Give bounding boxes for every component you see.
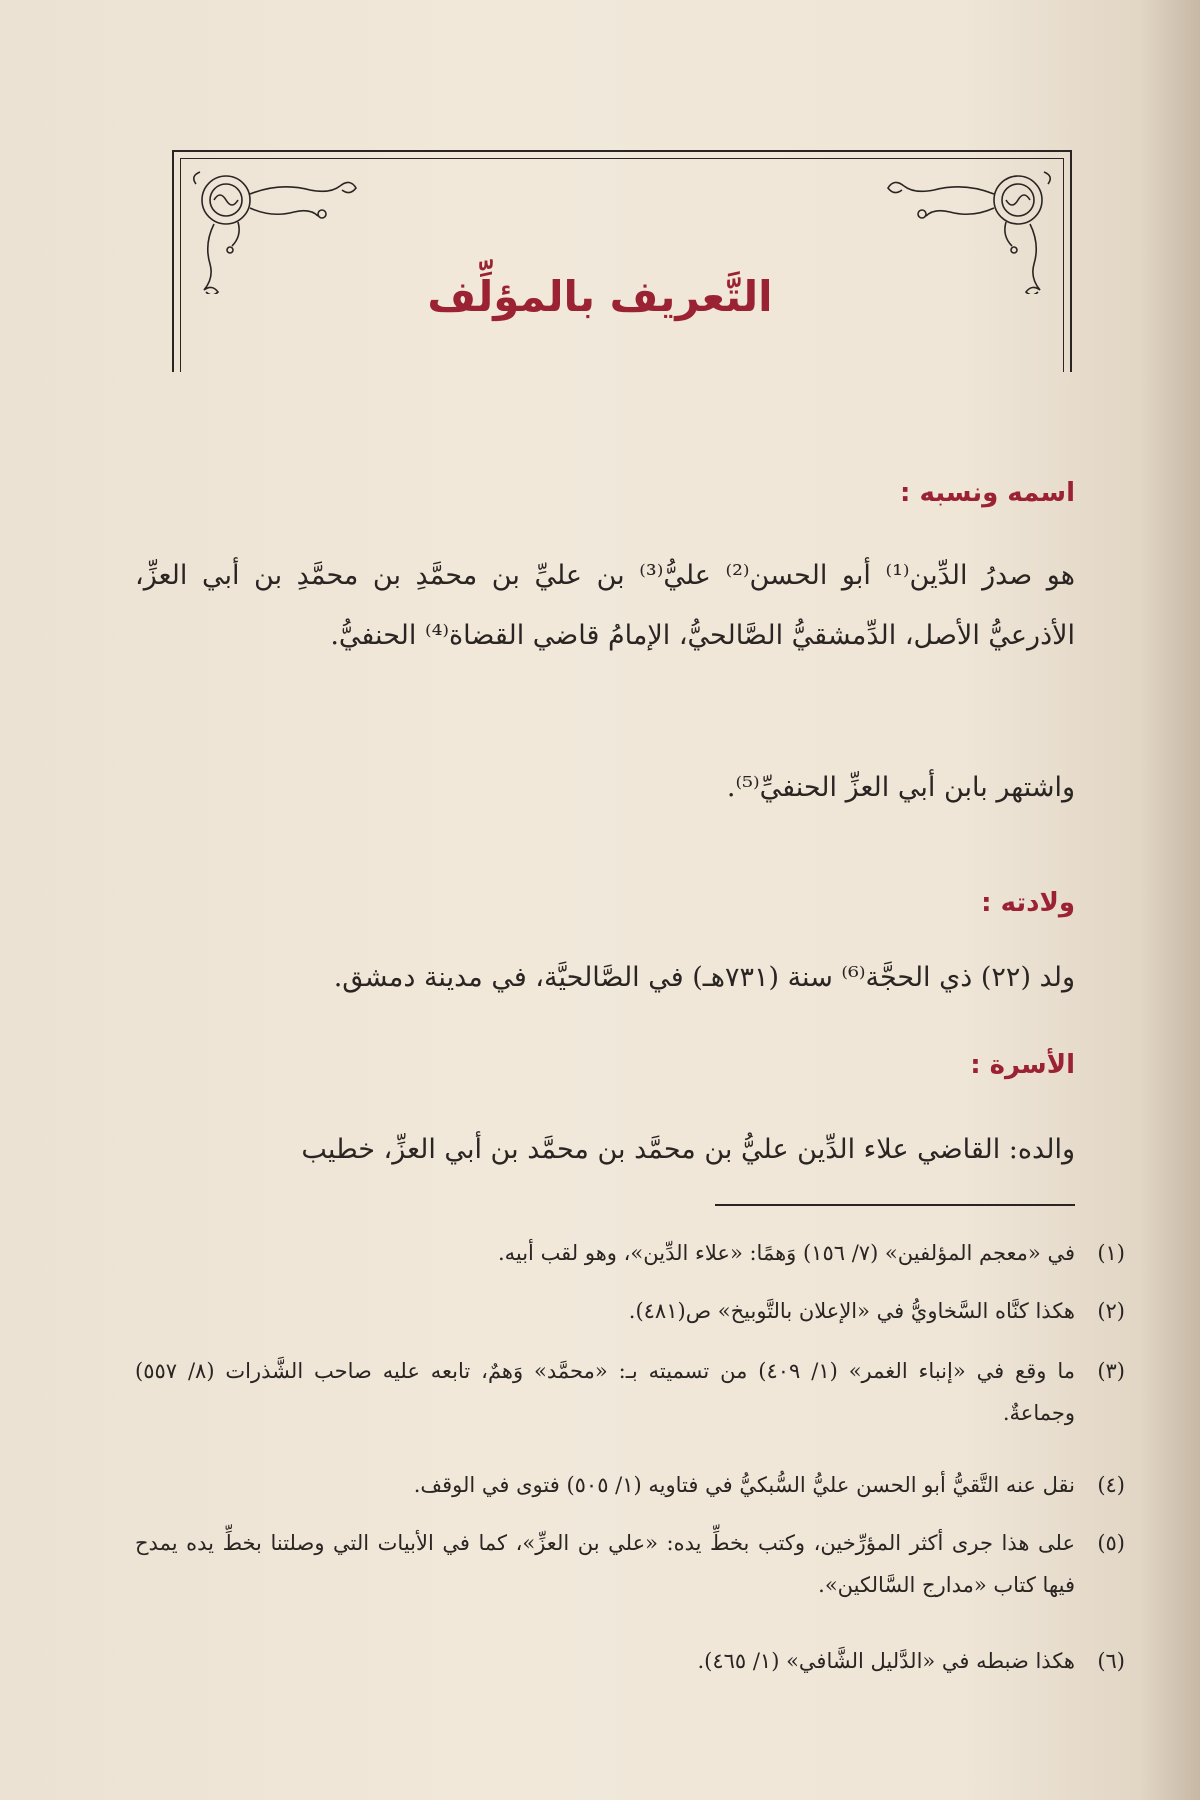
section-heading-name [135,478,1075,508]
paragraph-text: والده: القاضي علاء الدِّين عليُّ بن محمَّد بن محمَّد بن أبي العزِّ، خطيب [301,1134,1075,1165]
birth-paragraph [135,948,1075,1008]
footnote [135,1290,1125,1332]
footnote [135,1350,1125,1434]
section-heading-family [135,1050,1075,1080]
footnote [135,1522,1125,1606]
paragraph-text: واشتهر بابن أبي العزِّ الحنفيِّ⁽⁵⁾. [726,772,1075,803]
footnote-text: نقل عنه التَّقيُّ أبو الحسن عليُّ السُّبكيُّ في فتاويه (١/ ٥٠٥) فتوى في الوقف. [413,1473,1075,1497]
section-heading-birth [135,888,1075,918]
footnote-text: هكذا كنَّاه السَّخاويُّ في «الإعلان بالتَّوبيخ» ص(٤٨١). [628,1299,1075,1323]
footnote [135,1232,1125,1274]
fame-paragraph [135,758,1075,818]
family-paragraph [135,1120,1075,1180]
footnote-number: (١) [1097,1241,1125,1265]
footnote-number: (٤) [1097,1473,1125,1497]
footnote-text: في «معجم المؤلفين» (٧/ ١٥٦) وَهمًا: «علاء الدِّين»، وهو لقب أبيه. [497,1241,1075,1265]
footnote-text: هكذا ضبطه في «الدَّليل الشَّافي» (١/ ٤٦٥). [697,1649,1075,1673]
chapter-title: التَّعريف بالمؤلِّف [427,272,773,321]
page-spine-shadow [1140,0,1200,1800]
section-heading: اسمه ونسبه : [900,478,1075,508]
footnote-text: على هذا جرى أكثر المؤرِّخين، وكتب بخطِّ يده: «علي بن العزِّ»، كما في الأبيات التي وصلتنا بخطِّ يده يمدح فيها كتاب «مدارج السَّالكين». [135,1531,1075,1597]
footnote-number: (٥) [1097,1531,1125,1555]
footnote [135,1464,1125,1506]
footnote-number: (٦) [1097,1649,1125,1673]
section-heading: الأسرة : [970,1050,1075,1080]
footnote-text: ما وقع في «إنباء الغمر» (١/ ٤٠٩) من تسميته بـ: «محمَّد» وَهمٌ، تابعه عليه صاحب الشَّذرات (٨/ ٥٥٧) وجماعةٌ. [135,1359,1075,1425]
chapter-header-frame [172,150,1072,372]
footnote-separator [715,1204,1075,1206]
section-heading: ولادته : [981,888,1075,918]
footnote-number: (٢) [1097,1299,1125,1323]
footnote [135,1640,1125,1682]
name-paragraph [135,546,1075,666]
paragraph-text: ولد (٢٢) ذي الحجَّة⁽⁶⁾ سنة (٧٣١هـ) في الصَّالحيَّة، في مدينة دمشق. [333,962,1075,993]
paragraph-text: هو صدرُ الدِّين⁽¹⁾ أبو الحسن⁽²⁾ عليُّ⁽³⁾ بن عليِّ بن محمَّدِ بن محمَّدِ بن أبي العزِّ، الأذرعيُّ الأصل، الدِّمشقيُّ الصَّالحيُّ، الإمامُ قاضي القضاة⁽⁴⁾ الحنفيُّ. [135,560,1075,651]
footnote-number: (٣) [1097,1359,1125,1383]
